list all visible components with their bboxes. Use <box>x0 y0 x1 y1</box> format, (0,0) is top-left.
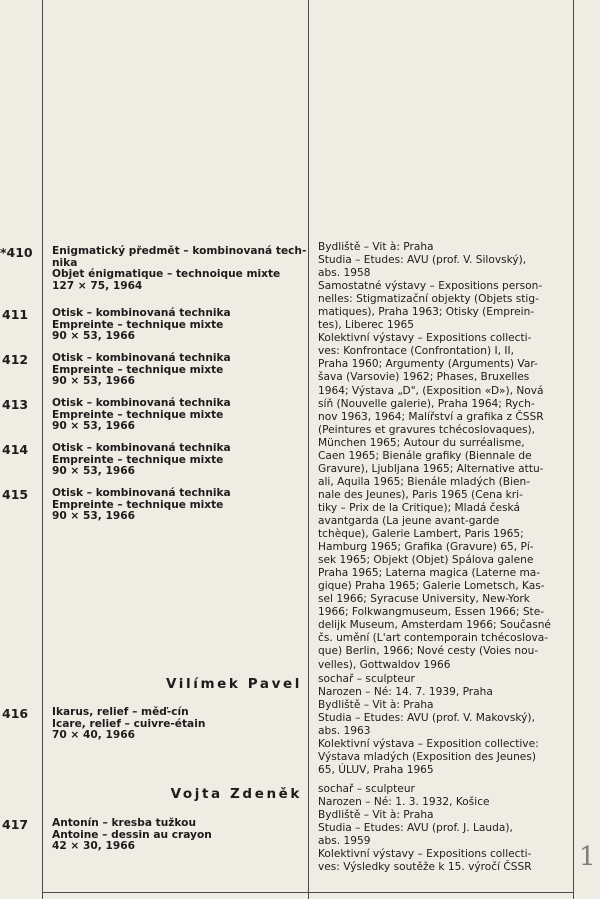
entry-line: 90 × 53, 1966 <box>52 330 135 343</box>
entry-line: 127 × 75, 1964 <box>52 279 143 292</box>
bio-line: matiques), Praha 1963; Otisky (Emprein- <box>318 306 535 319</box>
entry-number: 412 <box>2 352 29 367</box>
bottom-rule <box>42 892 574 893</box>
entry-number: 417 <box>2 817 29 832</box>
bio-line: sochař – sculpteur <box>318 673 415 685</box>
entry-line: Empreinte – technique mixte <box>52 498 224 511</box>
bio-line: Praha 1960; Argumenty (Arguments) Var- <box>318 358 538 371</box>
entry-line: 70 × 40, 1966 <box>52 729 135 742</box>
entry-line: Otisk – kombinovaná technika <box>52 442 231 454</box>
bio-line: Gravure), Ljubljana 1965; Alternative attu- <box>318 462 544 475</box>
column-rule-middle <box>308 0 309 899</box>
entry-line: Icare, relief – cuivre-étain <box>52 717 206 730</box>
entry-line: 90 × 53, 1966 <box>52 465 135 478</box>
entry-line: Empreinte – technique mixte <box>52 363 224 376</box>
artwork-entry <box>52 488 302 523</box>
entry-line: Otisk – kombinovaná technika <box>52 307 231 319</box>
entry-number: 413 <box>2 397 29 412</box>
artwork-entry <box>52 818 302 853</box>
entry-line: Antonín – kresba tužkou <box>52 817 197 829</box>
bio-line: ali, Aquila 1965; Bienále mladých (Bien- <box>318 475 531 488</box>
bio-line: tiky – Prix de la Critique); Mladá česká <box>318 501 520 514</box>
bio-line: Kolektivní výstavy – Expositions collecti- <box>318 332 532 345</box>
bio-line: 1964; Výstava „D", (Exposition «D»), Nová <box>318 384 544 397</box>
bio-line: abs. 1963 <box>318 725 371 738</box>
entry-number: 414 <box>2 442 29 457</box>
artwork-entry <box>52 353 302 388</box>
bio-line: sochař – sculpteur <box>318 783 415 795</box>
column-rule-left <box>42 0 43 899</box>
artwork-entry <box>52 443 302 478</box>
author-biography <box>318 673 568 777</box>
entry-line: nika <box>52 256 78 269</box>
bio-line: Výstava mladých (Exposition des Jeunes) <box>318 751 536 764</box>
bio-line: Studia – Etudes: AVU (prof. J. Lauda), <box>318 822 513 835</box>
bio-line: tchèque), Galerie Lambert, Paris 1965; <box>318 528 524 541</box>
entry-line: Empreinte – technique mixte <box>52 318 224 331</box>
entry-number: *410 <box>0 245 33 260</box>
entry-line: Empreinte – technique mixte <box>52 453 224 466</box>
bio-line: velles), Gottwaldov 1966 <box>318 658 451 671</box>
entry-number: 411 <box>2 307 29 322</box>
bio-line: ves: Výsledky soutěže k 15. výročí ČSSR <box>318 861 532 874</box>
entry-line: 90 × 53, 1966 <box>52 510 135 523</box>
bio-line: Studia – Etudes: AVU (prof. V. Silovský), <box>318 254 527 267</box>
bio-line: avantgarda (La jeune avant-garde <box>318 514 500 527</box>
bio-line: čs. umění (L'art contemporain tchécoslova- <box>318 632 549 645</box>
bio-line: que) Berlin, 1966; Nové cesty (Voies nou- <box>318 645 539 658</box>
entry-number: 416 <box>2 706 29 721</box>
entry-line: Antoine – dessin au crayon <box>52 828 212 841</box>
bio-line: šava (Varsovie) 1962; Phases, Bruxelles <box>318 371 530 384</box>
handwritten-margin-mark: 1 <box>579 842 596 872</box>
bio-line: nov 1963, 1964; Malířství a grafika z ČSSR <box>318 410 544 423</box>
entry-line: Empreinte – technique mixte <box>52 408 224 421</box>
bio-line: delijk Museum, Amsterdam 1966; Současné <box>318 619 551 632</box>
bio-line: Kolektivní výstava – Exposition collective: <box>318 738 539 751</box>
bio-line: sek 1965; Objekt (Objet) Spálova galene <box>318 554 534 567</box>
bio-line: nale des Jeunes), Paris 1965 (Cena kri- <box>318 488 523 501</box>
bio-line: abs. 1959 <box>318 835 371 848</box>
entry-number: 415 <box>2 487 29 502</box>
bio-line: (Peintures et gravures tchécoslovaques), <box>318 423 536 436</box>
author-name: Vilímek Pavel <box>165 676 302 692</box>
bio-line: síň (Nouvelle galerie), Praha 1964; Rych- <box>318 397 535 410</box>
bio-line: Studia – Etudes: AVU (prof. V. Makovský), <box>318 712 535 725</box>
bio-line: nelles: Stigmatizační objekty (Objets stig- <box>318 293 539 306</box>
bio-line: Bydliště – Vit à: Praha <box>318 809 434 822</box>
author-biography <box>318 783 568 874</box>
entry-line: 90 × 53, 1966 <box>52 420 135 433</box>
bio-line: tes), Liberec 1965 <box>318 319 414 332</box>
artwork-entry <box>52 398 302 433</box>
bio-line: Hamburg 1965; Grafika (Gravure) 65, Pí- <box>318 541 534 554</box>
bio-line: ves: Konfrontace (Confrontation) I, II, <box>318 345 514 358</box>
bio-line: 65, ÚLUV, Praha 1965 <box>318 764 434 777</box>
bio-line: Narozen – Né: 14. 7. 1939, Praha <box>318 686 493 699</box>
entry-line: Enigmatický předmět – kombinovaná tech- <box>52 245 307 257</box>
artwork-entry <box>52 707 302 742</box>
bio-line: sel 1966; Syracuse University, New-York <box>318 593 530 606</box>
bio-line: gique) Praha 1965; Galerie Lometsch, Kas- <box>318 580 545 593</box>
bio-line: Narozen – Né: 1. 3. 1932, Košice <box>318 796 490 809</box>
bio-line: Bydliště – Vit à: Praha <box>318 699 434 712</box>
bio-line: Samostatné výstavy – Expositions person- <box>318 280 543 293</box>
entry-line: Otisk – kombinovaná technika <box>52 352 231 364</box>
entry-line: 42 × 30, 1966 <box>52 840 135 853</box>
entry-line: Ikarus, relief – měď-cín <box>52 706 189 718</box>
bio-line: Bydliště – Vit à: Praha <box>318 241 434 253</box>
bio-line: Caen 1965; Bienále grafiky (Biennale de <box>318 449 532 462</box>
bio-line: abs. 1958 <box>318 267 371 280</box>
entry-line: 90 × 53, 1966 <box>52 375 135 388</box>
artwork-entry <box>52 245 307 292</box>
entry-line: Otisk – kombinovaná technika <box>52 487 231 499</box>
entry-line: Objet énigmatique – technoique mixte <box>52 268 281 281</box>
artwork-entry <box>52 308 302 343</box>
author-biography <box>318 241 568 672</box>
column-rule-right <box>573 0 574 899</box>
bio-line: Praha 1965; Laterna magica (Laterne ma- <box>318 567 541 580</box>
bio-line: München 1965; Autour du surréalisme, <box>318 436 525 449</box>
entry-line: Otisk – kombinovaná technika <box>52 397 231 409</box>
bio-line: Kolektivní výstavy – Expositions collecti- <box>318 848 532 861</box>
bio-line: 1966; Folkwangmuseum, Essen 1966; Ste- <box>318 606 545 619</box>
author-name: Vojta Zdeněk <box>170 786 302 802</box>
